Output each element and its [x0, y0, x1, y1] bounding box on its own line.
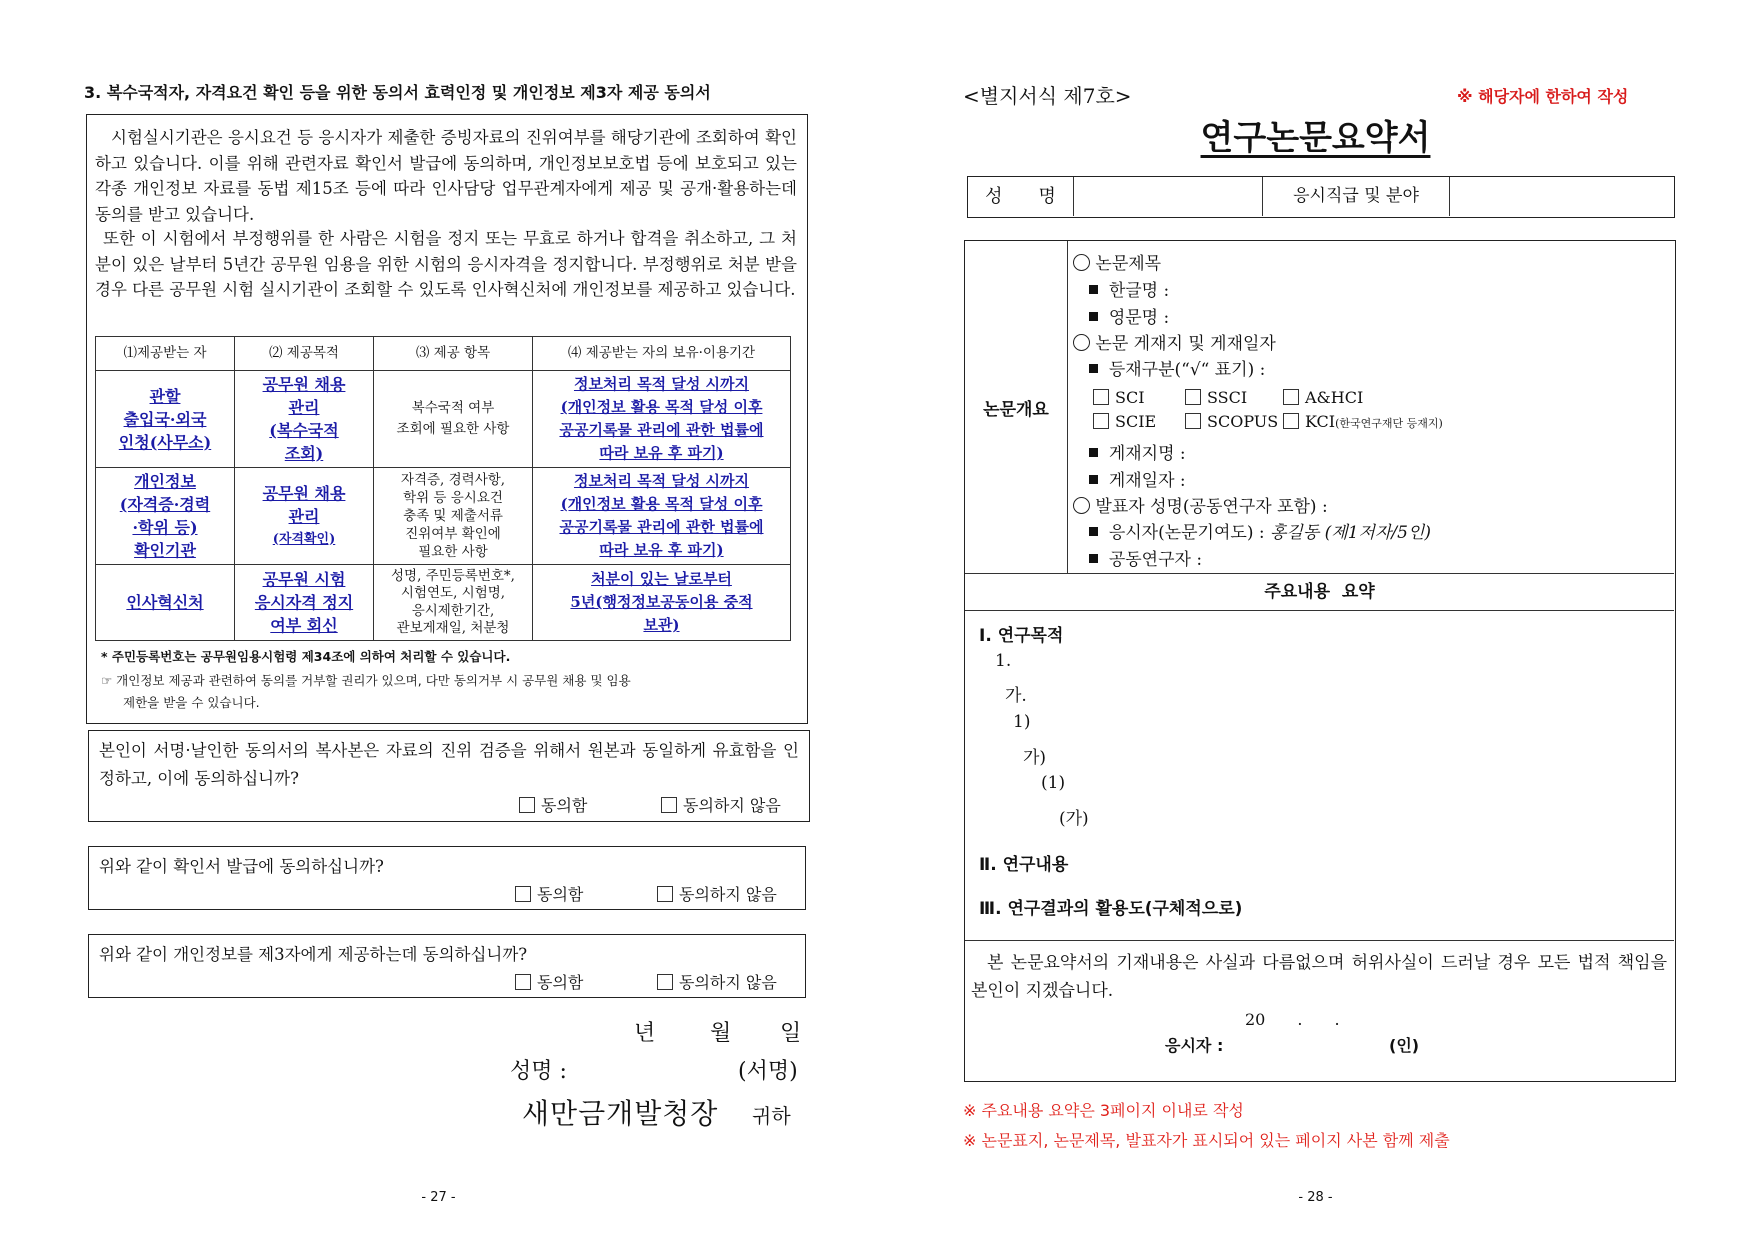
ahci-checkbox[interactable] — [1283, 389, 1299, 405]
red-note-length: ※ 주요내용 요약은 3페이지 이내로 작성 — [963, 1101, 1244, 1120]
index-option-scopus[interactable]: SCOPUS — [1185, 412, 1278, 431]
kci-checkbox[interactable] — [1283, 413, 1299, 429]
index-option-ssci[interactable]: SSCI — [1185, 388, 1247, 407]
outline-level-5: (1) — [1041, 773, 1066, 793]
english-title-label: 영문명 : — [1108, 308, 1170, 328]
index-label: 등재구분(“√“ 표기) : — [1108, 360, 1266, 380]
applicant-example: 홍길동 (제1저자/5인) — [1270, 523, 1431, 543]
col-header-items: ⑶ 제공 항목 — [374, 337, 533, 371]
intro-paragraph-2: 또한 이 시험에서 부정행위를 한 사람은 시험을 정지 또는 무효로 하거나 합격을 취소하고, 그 처분이 있은 날부터 5년간 공무원 임용을 위한 시험의 응시자격을 정지합니다. 부정행위로 처분 받을 경우 다른 공무원 시험 실시기관이 조회할 수 있도록 인사혁신처에 개인정보를 제공하고 있습니다. — [95, 229, 797, 299]
sci-checkbox[interactable] — [1093, 389, 1109, 405]
page-28 — [877, 0, 1754, 1240]
ssci-checkbox[interactable] — [1185, 389, 1201, 405]
applicant-sign-label: 응시자 : — [1165, 1036, 1224, 1055]
cell-period: 정보처리 목적 달성 시까지 (개인정보 활용 목적 달성 이후 공공기록물 관리에 관한 법률에 따라 보유 후 파기) — [533, 371, 791, 468]
consent-info-box — [86, 114, 808, 724]
square-bullet-icon — [1089, 554, 1098, 563]
circle-bullet-icon — [1073, 497, 1090, 514]
circle-bullet-icon — [1073, 254, 1090, 271]
cell-items: 자격증, 경력사항, 학위 등 응시요건 충족 및 제출서류 진위여부 확인에 필요한 사항 — [374, 468, 533, 565]
question-text: 본인이 서명·날인한 동의서의 복사본은 자료의 진위 검증을 위해서 원본과 동일하게 유효함을 인정하고, 이에 동의하십니까? — [99, 741, 799, 788]
summary-form — [964, 240, 1676, 1082]
addressee: 새만금개발청장 — [522, 1097, 719, 1130]
cell-items: 성명, 주민등록번호*, 시험연도, 시험명, 응시제한기간, 관보게재일, 처분청 — [374, 565, 533, 641]
outline-level-2: 가. — [1005, 686, 1027, 706]
table-row — [96, 565, 791, 641]
applicant-info-row — [967, 176, 1675, 218]
korean-title-label: 한글명 : — [1108, 281, 1170, 301]
agree-checkbox[interactable] — [515, 974, 531, 990]
position-label: 응시직급 및 분야 — [1263, 177, 1450, 216]
overview-label: 논문개요 — [965, 241, 1068, 573]
table-row — [96, 371, 791, 468]
disagree-option[interactable]: 동의하지 않음 — [661, 793, 781, 816]
cell-purpose: 공무원 채용 관리 (복수국적 조회) — [235, 371, 374, 468]
page-number: - 27 - — [421, 1190, 456, 1205]
intro-paragraph-1: 시험실시기관은 응시요건 등 응시자가 제출한 증빙자료의 진위여부를 해당기관에 조회하여 확인하고 있습니다. 이를 위해 관련자료 확인서 발급에 동의하며, 개인정보보호법 등에 보호되고 있는 각종 개인정보 자료를 동법 제15조 등에 따라 인사담당 업무관계자에게 제공 및 공개·활용하는데 동의를 받고 있습니다. — [95, 128, 797, 224]
name-field[interactable] — [1074, 177, 1263, 216]
seal-label: (인) — [1389, 1036, 1420, 1055]
position-field[interactable] — [1450, 177, 1672, 216]
form-title: 연구논문요약서 — [1200, 118, 1431, 158]
square-bullet-icon — [1089, 527, 1098, 536]
publication-date-label: 게재일자 : — [1108, 471, 1186, 491]
refusal-note-cont: 제한을 받을 수 있습니다. — [123, 695, 260, 710]
journal-name-label: 게재지명 : — [1108, 444, 1186, 464]
cell-period: 처분이 있는 날로부터 5년(행정정보공동이용 중적 보관) — [533, 565, 791, 641]
scopus-checkbox[interactable] — [1185, 413, 1201, 429]
signer-name-label: 성명 : — [510, 1059, 567, 1084]
outline-level-3: 1) — [1013, 712, 1031, 732]
index-option-sci[interactable]: SCI — [1093, 388, 1145, 407]
col-header-recipient: ⑴제공받는 자 — [96, 337, 235, 371]
square-bullet-icon — [1089, 285, 1098, 294]
col-header-period: ⑷ 제공받는 자의 보유·이용기간 — [533, 337, 791, 371]
section-purpose: Ⅰ. 연구목적 — [979, 626, 1064, 646]
page-number: - 28 - — [1298, 1190, 1333, 1205]
circle-bullet-icon — [1073, 334, 1090, 351]
provision-table — [95, 336, 791, 641]
date-month: 월 — [710, 1021, 732, 1046]
agree-option[interactable]: 동의함 — [515, 882, 583, 905]
authors-label: 발표자 성명(공동연구자 포함) : — [1095, 497, 1328, 517]
agree-checkbox[interactable] — [519, 797, 535, 813]
section-heading: 3. 복수국적자, 자격요건 확인 등을 위한 동의서 효력인정 및 개인정보 제3자 제공 동의서 — [84, 83, 711, 102]
disagree-checkbox[interactable] — [661, 797, 677, 813]
disagree-checkbox[interactable] — [657, 886, 673, 902]
square-bullet-icon — [1089, 364, 1098, 373]
addressee-suffix: 귀하 — [752, 1104, 791, 1128]
col-header-purpose: ⑵ 제공목적 — [235, 337, 374, 371]
declaration-text: 본 논문요약서의 기재내용은 사실과 다름없으며 허위사실이 드러날 경우 모든 법적 책임을 본인이 지겠습니다. — [971, 953, 1667, 1001]
question-text: 위와 같이 개인정보를 제3자에게 제공하는데 동의하십니까? — [99, 945, 528, 964]
disagree-checkbox[interactable] — [657, 974, 673, 990]
outline-level-4: 가) — [1023, 748, 1047, 768]
disagree-option[interactable]: 동의하지 않음 — [657, 970, 777, 993]
section-utilization: Ⅲ. 연구결과의 활용도(구체적으로) — [979, 899, 1243, 919]
summary-header: 주요내용 요약 — [965, 574, 1674, 611]
venue-label: 논문 게재지 및 게재일자 — [1095, 334, 1276, 354]
consent-question-third-party — [88, 934, 806, 998]
agree-option[interactable]: 동의함 — [519, 793, 587, 816]
refusal-note: ☞ 개인정보 제공과 관련하여 동의를 거부할 권리가 있으며, 다만 동의거부 시 공무원 채용 및 임용 — [101, 673, 631, 688]
disagree-option[interactable]: 동의하지 않음 — [657, 882, 777, 905]
question-text: 위와 같이 확인서 발급에 동의하십니까? — [99, 857, 384, 876]
rrn-note: * 주민등록번호는 공무원임용시험령 제34조에 의하여 처리할 수 있습니다. — [101, 649, 511, 664]
applicable-notice: ※ 해당자에 한하여 작성 — [1457, 87, 1629, 106]
paper-title-label: 논문제목 — [1095, 254, 1162, 274]
name-label: 성 명 — [968, 177, 1074, 216]
outline-level-1: 1. — [995, 651, 1012, 671]
cell-recipient: 관할 출입국·외국 인청(사무소) — [96, 371, 235, 468]
agree-checkbox[interactable] — [515, 886, 531, 902]
table-row — [96, 468, 791, 565]
square-bullet-icon — [1089, 312, 1098, 321]
cell-recipient: 인사혁신처 — [96, 565, 235, 641]
cell-items: 복수국적 여부 조회에 필요한 사항 — [374, 371, 533, 468]
red-note-attachment: ※ 논문표지, 논문제목, 발표자가 표시되어 있는 페이지 사본 함께 제출 — [963, 1131, 1450, 1150]
agree-option[interactable]: 동의함 — [515, 970, 583, 993]
index-option-kci[interactable]: KCI(한국연구재단 등재지) — [1283, 412, 1443, 431]
index-option-scie[interactable]: SCIE — [1093, 412, 1156, 431]
cell-purpose: 공무원 시험 응시자격 정지 여부 회신 — [235, 565, 374, 641]
applicant-contribution-label: 응시자(논문기여도) : — [1108, 523, 1265, 543]
declaration-date: 20 . . — [1245, 1010, 1340, 1029]
outline-level-6: (가) — [1059, 809, 1089, 829]
date-year: 년 — [634, 1021, 656, 1046]
consent-question-certificate — [88, 846, 806, 910]
index-option-ahci[interactable]: A&HCI — [1283, 388, 1363, 407]
scie-checkbox[interactable] — [1093, 413, 1109, 429]
cell-purpose: 공무원 채용 관리 (자격확인) — [235, 468, 374, 565]
coauthor-label: 공동연구자 : — [1108, 550, 1203, 570]
form-number: <별지서식 제7호> — [963, 84, 1132, 108]
consent-question-copy — [88, 730, 810, 822]
square-bullet-icon — [1089, 475, 1098, 484]
square-bullet-icon — [1089, 448, 1098, 457]
date-day: 일 — [780, 1021, 802, 1046]
cell-recipient: 개인정보 (자격증·경력 ·학위 등) 확인기관 — [96, 468, 235, 565]
cell-period: 정보처리 목적 달성 시까지 (개인정보 활용 목적 달성 이후 공공기록물 관리에 관한 법률에 따라 보유 후 파기) — [533, 468, 791, 565]
section-content: Ⅱ. 연구내용 — [979, 855, 1069, 875]
signature-label: (서명) — [738, 1059, 798, 1084]
